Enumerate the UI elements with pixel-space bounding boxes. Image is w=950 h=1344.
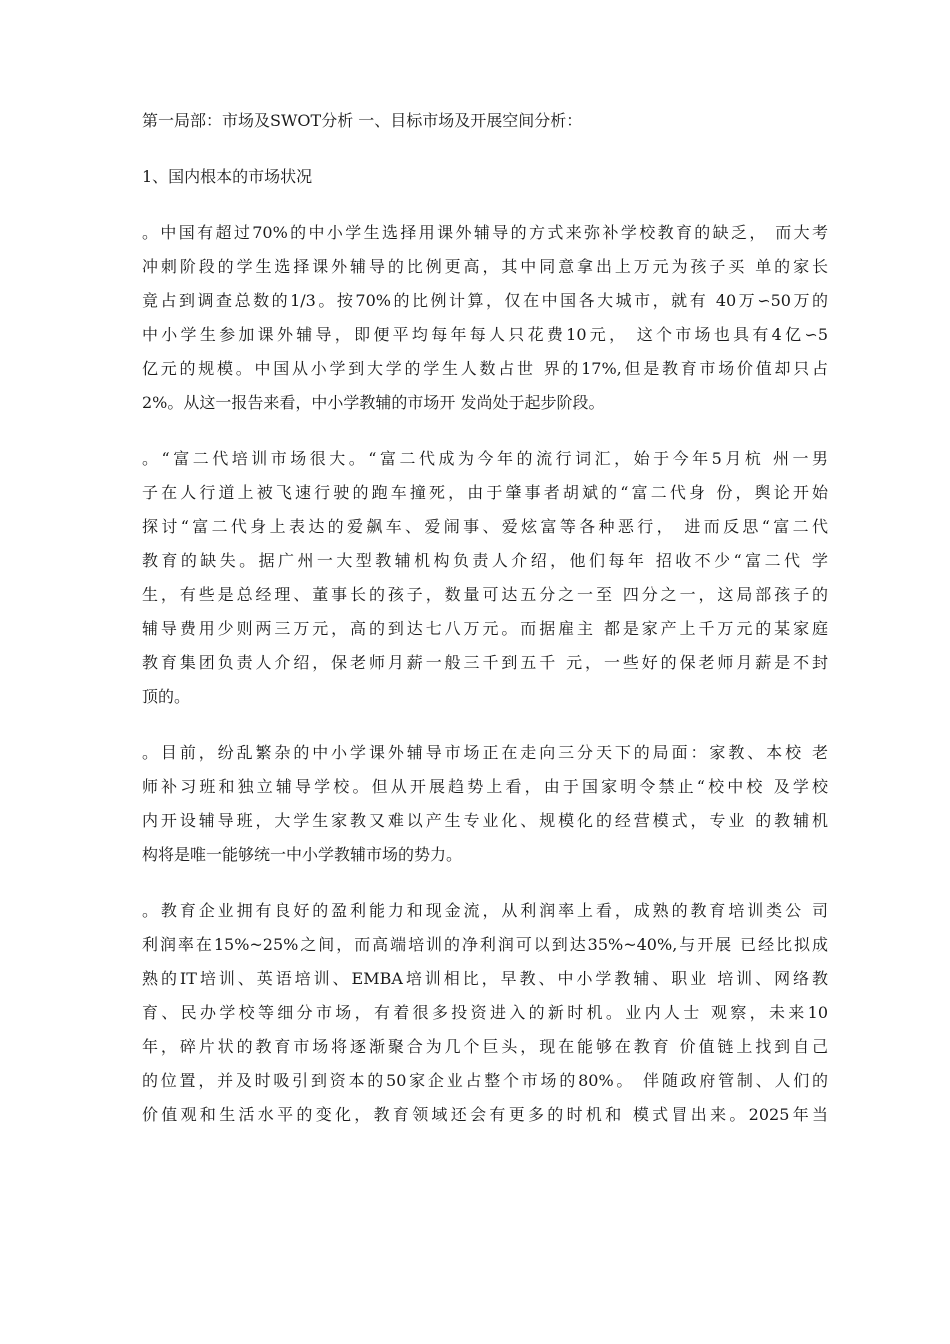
- paragraph-line: 冲刺阶段的学生选择课外辅导的比例更高，其中同意拿出上万元为孩子买 单的家长: [142, 257, 828, 276]
- paragraph-line: 。教育企业拥有良好的盈利能力和现金流，从利润率上看，成熟的教育培训类公 司: [142, 901, 828, 920]
- document-body: [142, 104, 828, 1154]
- paragraph-line: 师补习班和独立辅导学校。但从开展趋势上看，由于国家明令禁止“校中校 及学校: [142, 777, 828, 796]
- paragraph-line: 内开设辅导班，大学生家教又难以产生专业化、规模化的经营模式，专业 的教辅机: [142, 811, 828, 830]
- paragraph-line: 的位置，并及时吸引到资本的50家企业占整个市场的80%。 伴随政府管制、人们的: [142, 1071, 828, 1090]
- paragraph-line: 构将是唯一能够统一中小学教辅市场的势力。: [142, 845, 463, 864]
- paragraph-line: 年，碎片状的教育市场将逐渐聚合为几个巨头，现在能够在教育 价值链上找到自己: [142, 1037, 828, 1056]
- paragraph-market-structure: [142, 736, 828, 872]
- paragraph-line: 。“富二代培训市场很大。“富二代成为今年的流行词汇，始于今年5月杭 州一男: [142, 449, 828, 468]
- paragraph-line: 生，有些是总经理、董事长的孩子，数量可达五分之一至 四分之一，这局部孩子的: [142, 585, 828, 604]
- paragraph-line: 熟的IT培训、英语培训、EMBA培训相比，早教、中小学教辅、职业 培训、网络教: [142, 969, 828, 988]
- paragraph-line: 教育的缺失。据广州一大型教辅机构负责人介绍，他们每年 招收不少“富二代 学: [142, 551, 828, 570]
- paragraph-line: 探讨“富二代身上表达的爱飙车、爱闹事、爱炫富等各种恶行， 进而反思“富二代: [142, 517, 828, 536]
- paragraph-line: 顶的。: [142, 687, 191, 706]
- paragraph-profitability: [142, 894, 828, 1132]
- subsection-heading: 1、国内根本的市场状况: [142, 167, 313, 186]
- paragraph-line: 价值观和生活水平的变化，教育领域还会有更多的时机和 模式冒出来。2025年当: [142, 1105, 828, 1124]
- paragraph-line: 辅导费用少则两三万元，高的到达七八万元。而据雇主 都是家产上千万元的某家庭: [142, 619, 828, 638]
- paragraph-line: 。目前，纷乱繁杂的中小学课外辅导市场正在走向三分天下的局面：家教、本校 老: [142, 743, 828, 762]
- paragraph-line: 子在人行道上被飞速行驶的跑车撞死，由于肇事者胡斌的“富二代身 份，舆论开始: [142, 483, 828, 502]
- paragraph-line: 。中国有超过70%的中小学生选择用课外辅导的方式来弥补学校教育的缺乏， 而大考: [142, 223, 828, 242]
- section-heading: 第一局部：市场及SWOT分析 一、目标市场及开展空间分析：: [142, 111, 583, 130]
- paragraph-line: 育、民办学校等细分市场，有着很多投资进入的新时机。业内人士 观察，未来10: [142, 1003, 828, 1022]
- paragraph-line: 利润率在15%~25%之间，而高端培训的净利润可以到达35%~40%,与开展 已经比拟成: [142, 935, 828, 954]
- paragraph-market-size: [142, 216, 828, 420]
- paragraph-line: 竟占到调查总数的1/3。按70%的比例计算，仅在中国各大城市，就有 40万∽50万的: [142, 291, 828, 310]
- paragraph-line: 2%。从这一报告来看，中小学教辅的市场开 发尚处于起步阶段。: [142, 393, 605, 412]
- paragraph-line: 中小学生参加课外辅导，即便平均每年每人只花费10元， 这个市场也具有4亿∽5: [142, 325, 828, 344]
- paragraph-line: 教育集团负责人介绍，保老师月薪一般三千到五千 元，一些好的保老师月薪是不封: [142, 653, 828, 672]
- paragraph-line: 亿元的规模。中国从小学到大学的学生人数占世 界的17%,但是教育市场价值却只占: [142, 359, 828, 378]
- paragraph-rich-second-generation: [142, 442, 828, 714]
